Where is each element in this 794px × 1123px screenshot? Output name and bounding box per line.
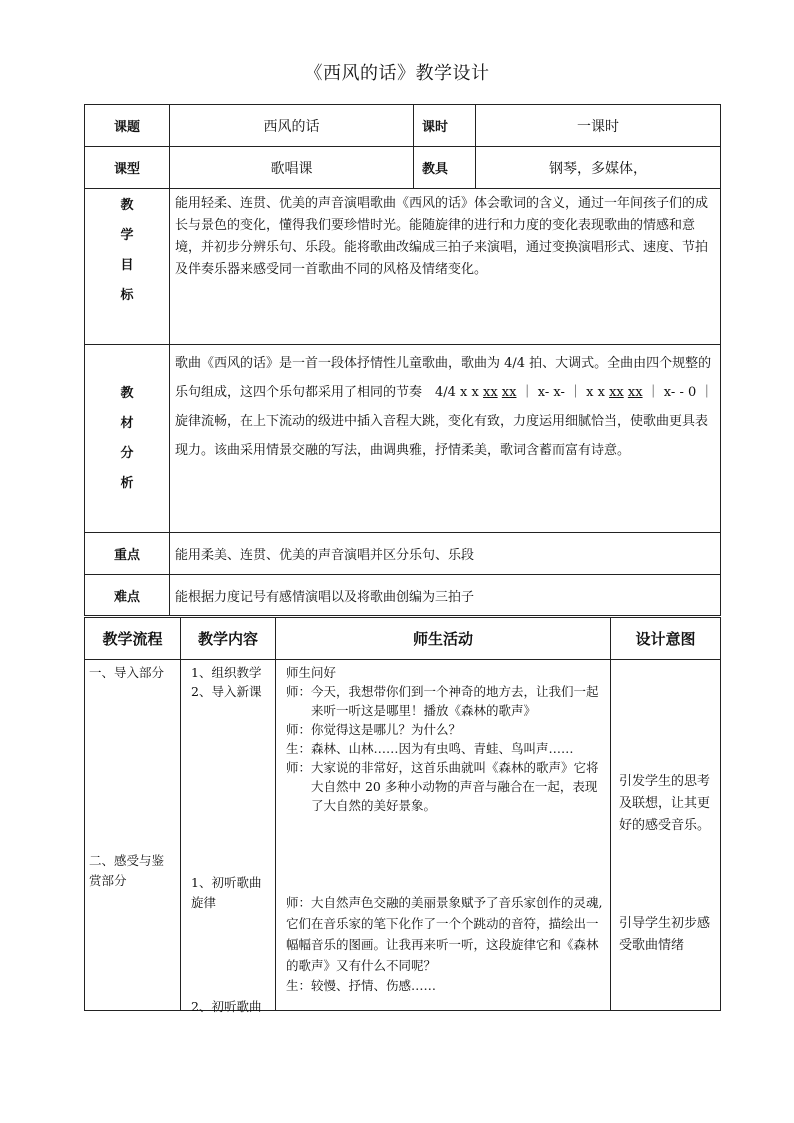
- goals-label-char: 标: [120, 288, 134, 303]
- info-table: [84, 104, 721, 616]
- analysis-part: ｜ x- x- ｜ x x: [516, 385, 610, 400]
- analysis-label-char: 分: [120, 445, 134, 461]
- type-label: 课型: [85, 147, 170, 189]
- goals-label-char: 教: [120, 198, 134, 213]
- analysis-label-char: 教: [120, 385, 134, 401]
- header-intent: 设计意图: [611, 618, 721, 660]
- content-first-listen-melody: 1、初听歌曲旋律: [191, 875, 262, 910]
- activity-line: 师：大自然声色交融的美丽景象赋予了音乐家创作的灵魂,它们在音乐家的笔下化作了一个个跳动的音符，描绘出一幅幅音乐的图画。让我再来听一听，这段旋律它和《森林的歌声》又有什么不同呢？: [286, 895, 603, 973]
- rhythm-underline: xx: [627, 385, 643, 400]
- process-header-row: [85, 618, 721, 660]
- intent-cell: [611, 660, 721, 1011]
- content-cell: [181, 660, 276, 1014]
- activity-appreciation-list: [286, 892, 606, 995]
- rhythm-underline: xx: [609, 385, 624, 400]
- row-analysis: [85, 345, 721, 533]
- type-value: 歌唱课: [170, 147, 414, 189]
- header-activity: 师生活动: [276, 618, 611, 660]
- row-topic: [85, 105, 721, 147]
- key-label: 重点: [85, 533, 170, 575]
- intent-intro: 引发学生的思考及联想，让其更好的感受音乐。: [619, 774, 711, 833]
- intent-appreciation: 引导学生初步感受歌曲情绪: [619, 916, 711, 953]
- goals-label-char: 目: [120, 258, 134, 273]
- activity-intro-list: [286, 663, 606, 815]
- goals-label: [85, 189, 170, 345]
- activity-cell: [276, 660, 611, 1011]
- row-key: [85, 533, 721, 575]
- goals-label-char: 学: [120, 228, 134, 243]
- activity-line: 师：大家说的非常好，这首乐曲就叫《森林的歌声》它将大自然中 20 多种小动物的声音与融合在一起，表现了大自然的美好景象。: [286, 760, 599, 813]
- content-first-listen-song: 2、初听歌曲: [191, 999, 262, 1014]
- content-organize: 1、组织教学: [191, 665, 262, 680]
- row-difficulty: [85, 575, 721, 616]
- hours-value: 一课时: [476, 105, 721, 147]
- tools-label: 教具: [414, 147, 476, 189]
- analysis-part: 歌曲《西风的话》是一首一段体抒情性儿童歌曲，歌曲为 4/4 拍、大调式。全曲由四个规整的乐句组成，这四个乐句都采用了相同的节奏 4/4 x x: [175, 356, 712, 400]
- difficulty-label: 难点: [85, 575, 170, 616]
- difficulty-text: 能根据力度记号有感情演唱以及将歌曲创编为三拍子: [170, 575, 721, 616]
- row-goals: [85, 189, 721, 345]
- goals-text: 能用轻柔、连贯、优美的声音演唱歌曲《西风的话》体会歌词的含义，通过一年间孩子们的成长与景色的变化，懂得我们要珍惜时光。能随旋律的进行和力度的变化表现歌曲的情感和意境，并初步分辨乐句、乐段。能将歌曲改编成三拍子来演唱，通过变换演唱形式、速度、节拍及伴奏乐器来感受同一首歌曲不同的风格及情绪变化。: [170, 189, 721, 345]
- process-body-row: [85, 660, 721, 1011]
- rhythm-underline: xx: [501, 385, 517, 400]
- rhythm-underline: xx: [482, 385, 498, 400]
- activity-line: 生：较慢、抒情、伤感……: [286, 978, 437, 993]
- document-title: 《西风的话》教学设计: [304, 63, 490, 84]
- header-flow: 教学流程: [85, 618, 181, 660]
- activity-line: 师：你觉得这是哪儿？为什么？: [286, 722, 462, 737]
- topic-value: 西风的话: [170, 105, 414, 147]
- analysis-part: ｜ x- - 0 ｜旋律流畅，在上下流动的级进中插入音程大跳，变化有致，力度运用细腻恰当，使歌曲更具表现力。该曲采用情景交融的写法，曲调典雅，抒情柔美，歌词含蓄而富有诗意。: [175, 385, 714, 458]
- hours-label: 课时: [414, 105, 476, 147]
- flow-cell: [85, 660, 181, 1011]
- row-type: [85, 147, 721, 189]
- flow-intro: 一、导入部分: [89, 665, 165, 680]
- tools-value: 钢琴，多媒体，: [476, 147, 721, 189]
- activity-line: 生：森林、山林……因为有虫鸣、青蛙、鸟叫声……: [286, 741, 574, 756]
- process-table: [84, 617, 721, 1014]
- analysis-label: [85, 345, 170, 533]
- topic-label: 课题: [85, 105, 170, 147]
- analysis-label-char: 材: [120, 415, 134, 431]
- header-content: 教学内容: [181, 618, 276, 660]
- activity-line: 师：今天，我想带你们到一个神奇的地方去，让我们一起来听一听这是哪里！播放《森林的歌声》: [286, 684, 599, 718]
- analysis-label-char: 析: [120, 475, 134, 491]
- key-text: 能用柔美、连贯、优美的声音演唱并区分乐句、乐段: [170, 533, 721, 575]
- activity-line: 师生问好: [286, 665, 337, 680]
- analysis-text: [170, 345, 721, 533]
- flow-appreciation: 二、感受与鉴赏部分: [89, 853, 165, 888]
- content-intro-lesson: 2、导入新课: [191, 684, 262, 699]
